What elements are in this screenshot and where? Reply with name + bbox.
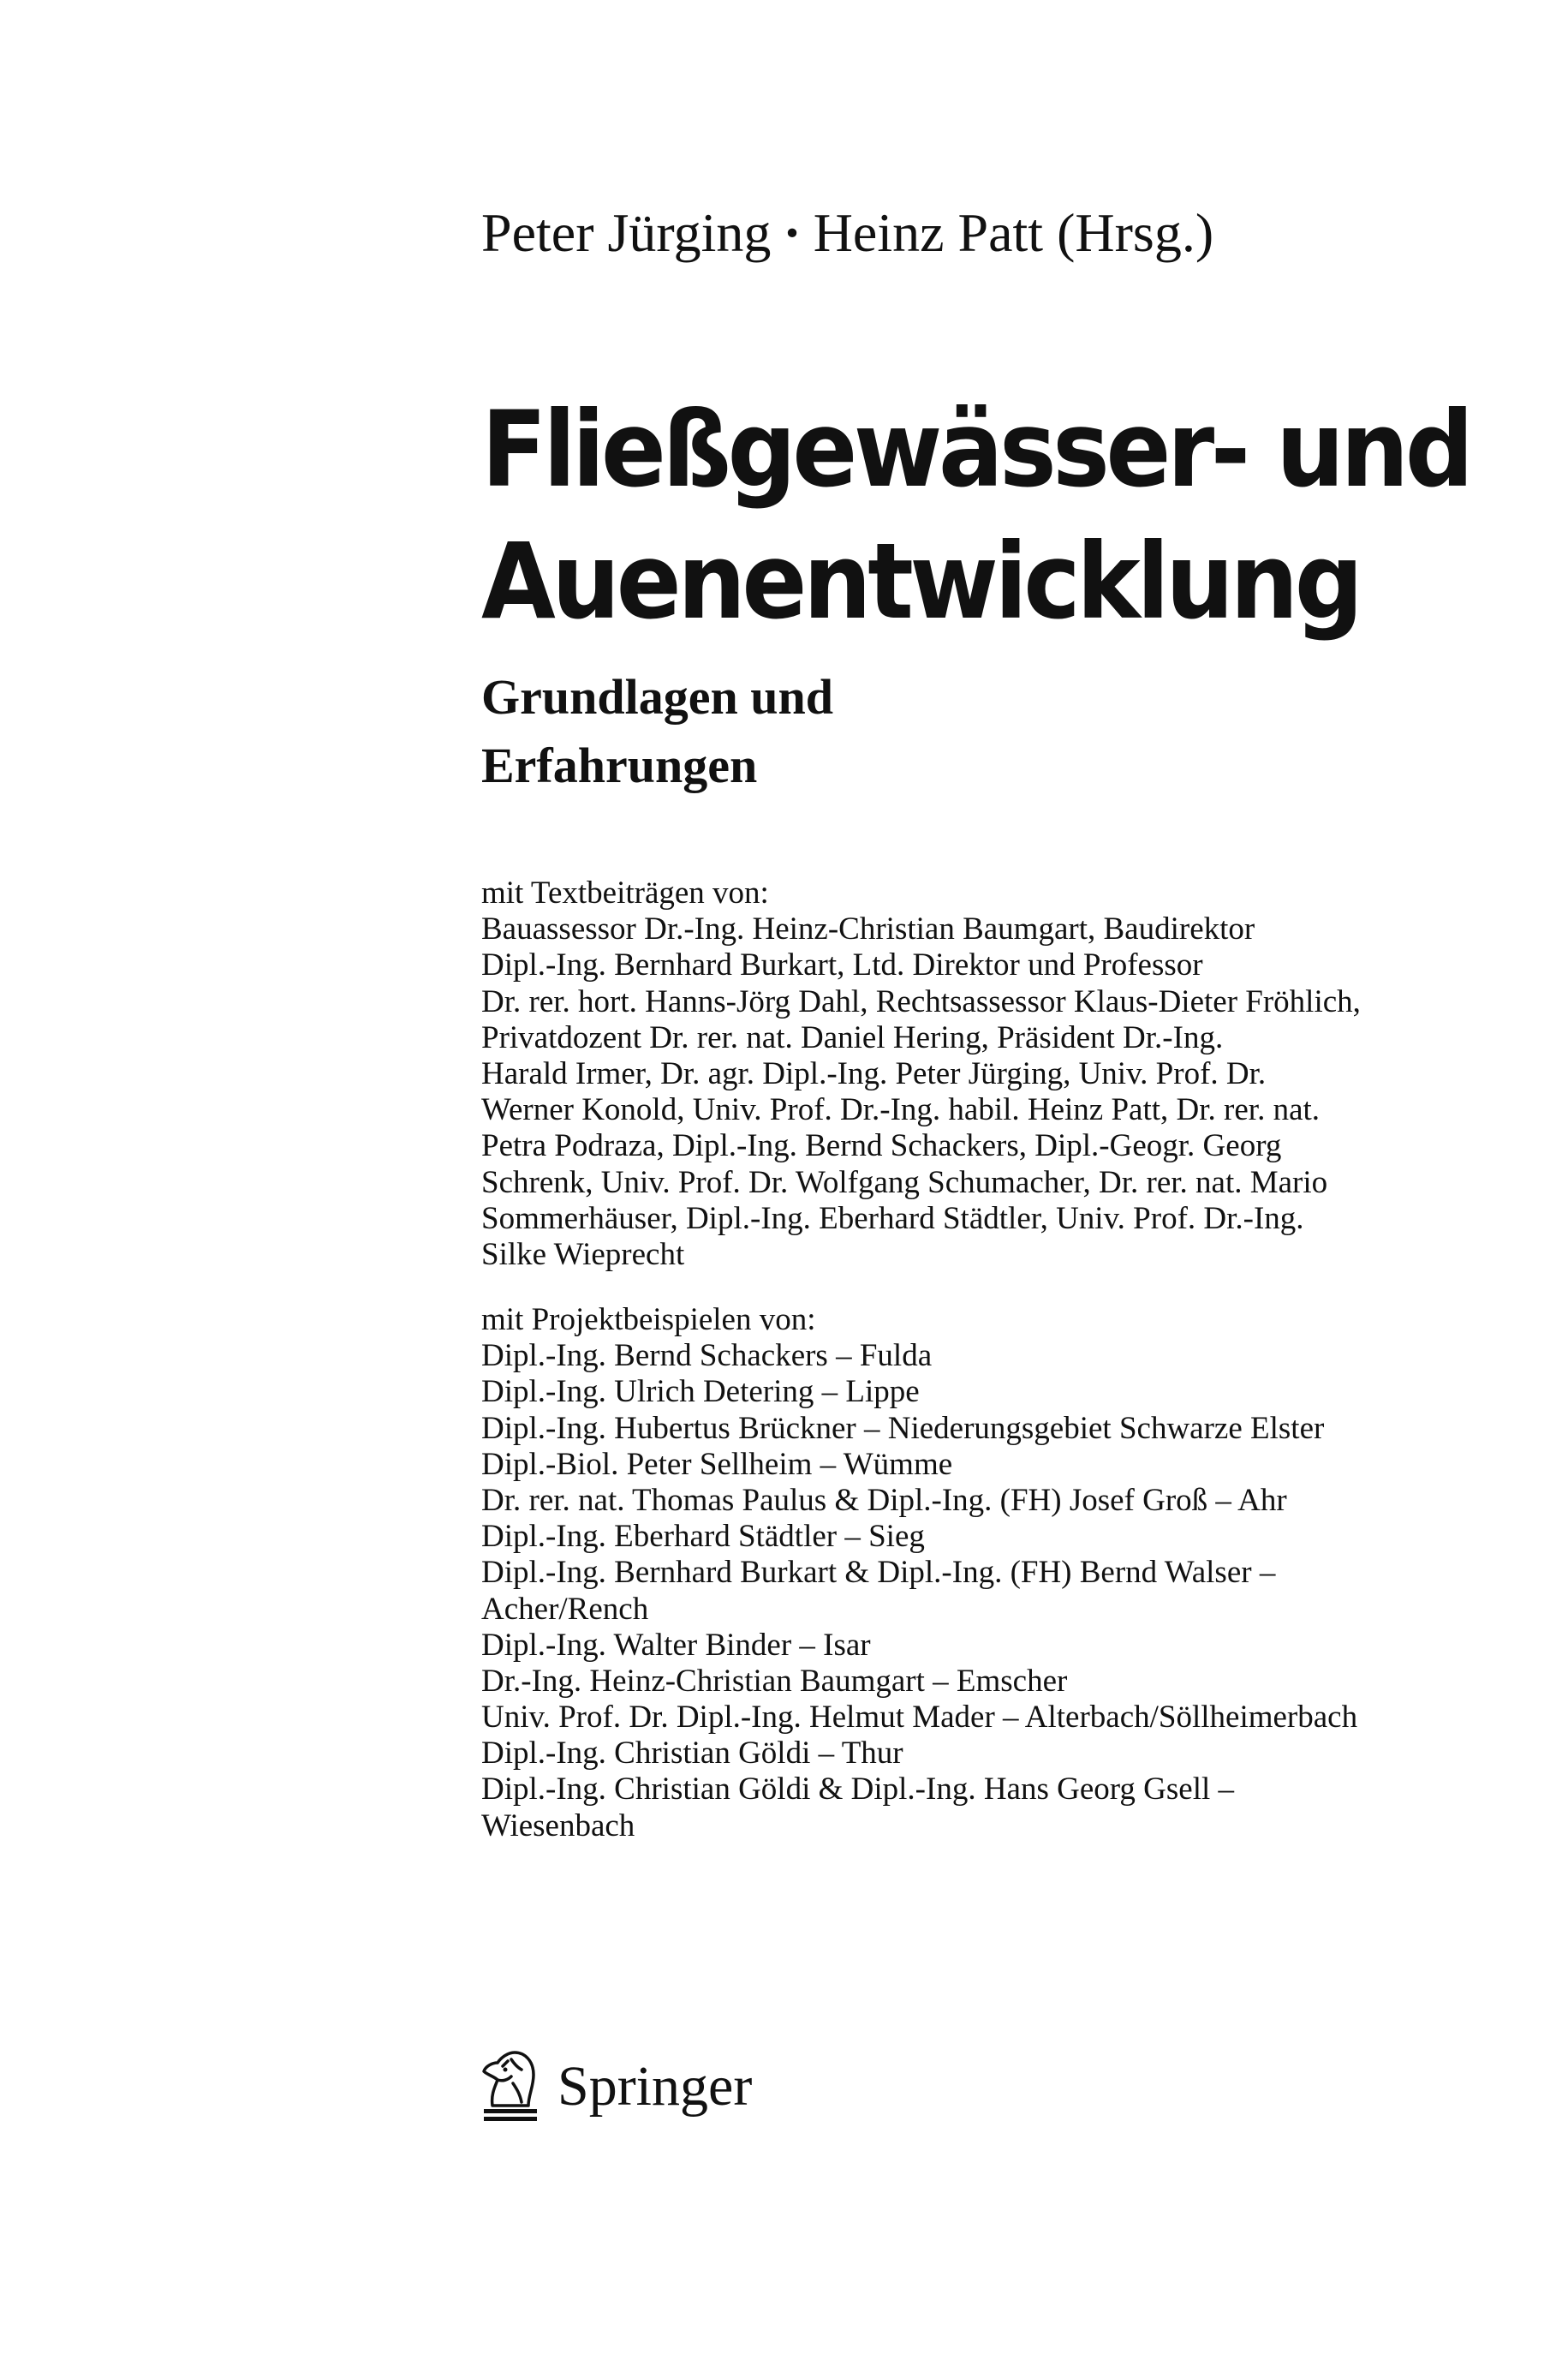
contributors-line: Dipl.-Ing. Bernhard Burkart, Ltd. Direktor und Professor [481,947,1203,983]
publisher-imprint [477,2046,752,2128]
editor-separator: · [783,202,802,263]
project-line: Univ. Prof. Dr. Dipl.-Ing. Helmut Mader – Alterbach/Söllheimerbach [481,1700,1358,1736]
editor-second: Heinz Patt (Hrsg.) [813,202,1214,263]
project-line: Dr. rer. nat. Thomas Paulus & Dipl.-Ing. (FH) Josef Groß – Ahr [481,1482,1287,1518]
book-title-line-1: Fließgewässer- und [481,389,1470,511]
project-line: Dipl.-Ing. Ulrich Detering – Lippe [481,1374,920,1410]
book-subtitle-line-1: Grundlagen und [481,669,834,725]
contributors-line: Schrenk, Univ. Prof. Dr. Wolfgang Schumacher, Dr. rer. nat. Mario [481,1164,1328,1200]
contributors-line: Silke Wieprecht [481,1236,685,1272]
project-line: Dipl.-Ing. Walter Binder – Isar [481,1627,871,1663]
project-line: Dr.-Ing. Heinz-Christian Baumgart – Emscher [481,1663,1068,1699]
book-title [481,384,1470,648]
book-subtitle [481,663,833,800]
publisher-name: Springer [557,2055,753,2118]
contributors-heading: mit Textbeiträgen von: [481,875,769,911]
project-line: Dipl.-Biol. Peter Sellheim – Wümme [481,1446,953,1482]
projects-heading: mit Projektbeispielen von: [481,1302,816,1337]
book-title-line-2: Auenentwicklung [481,521,1360,642]
project-line: Acher/Rench [481,1591,649,1627]
contributors-line: Harald Irmer, Dr. agr. Dipl.-Ing. Peter Jürging, Univ. Prof. Dr. [481,1055,1267,1091]
contributors-line: Sommerhäuser, Dipl.-Ing. Eberhard Städtler, Univ. Prof. Dr.-Ing. [481,1200,1304,1236]
project-line: Dipl.-Ing. Bernhard Burkart & Dipl.-Ing. (FH) Bernd Walser – [481,1555,1276,1591]
project-line: Dipl.-Ing. Hubertus Brückner – Niederungsgebiet Schwarze Elster [481,1410,1325,1446]
project-line: Dipl.-Ing. Christian Göldi & Dipl.-Ing. Hans Georg Gsell – [481,1772,1235,1807]
contributors-line: Privatdozent Dr. rer. nat. Daniel Hering, Präsident Dr.-Ing. [481,1019,1224,1055]
book-subtitle-line-2: Erfahrungen [481,738,758,793]
springer-knight-logo-icon [477,2046,546,2128]
contributors-line: Petra Podraza, Dipl.-Ing. Bernd Schackers, Dipl.-Geogr. Georg [481,1128,1282,1164]
contributors-line: Werner Konold, Univ. Prof. Dr.-Ing. habil. Heinz Patt, Dr. rer. nat. [481,1092,1321,1128]
projects-list [481,1302,1357,1844]
contributors-list [481,875,1361,1273]
editors-line [481,199,1213,267]
project-line: Dipl.-Ing. Eberhard Städtler – Sieg [481,1519,925,1555]
contributors-line: Bauassessor Dr.-Ing. Heinz-Christian Baumgart, Baudirektor [481,911,1255,947]
editor-first: Peter Jürging [481,202,772,263]
contributors-line: Dr. rer. hort. Hanns-Jörg Dahl, Rechtsassessor Klaus-Dieter Fröhlich, [481,983,1361,1019]
project-line: Dipl.-Ing. Christian Göldi – Thur [481,1736,903,1772]
project-line: Dipl.-Ing. Bernd Schackers – Fulda [481,1338,933,1374]
project-line: Wiesenbach [481,1807,635,1843]
